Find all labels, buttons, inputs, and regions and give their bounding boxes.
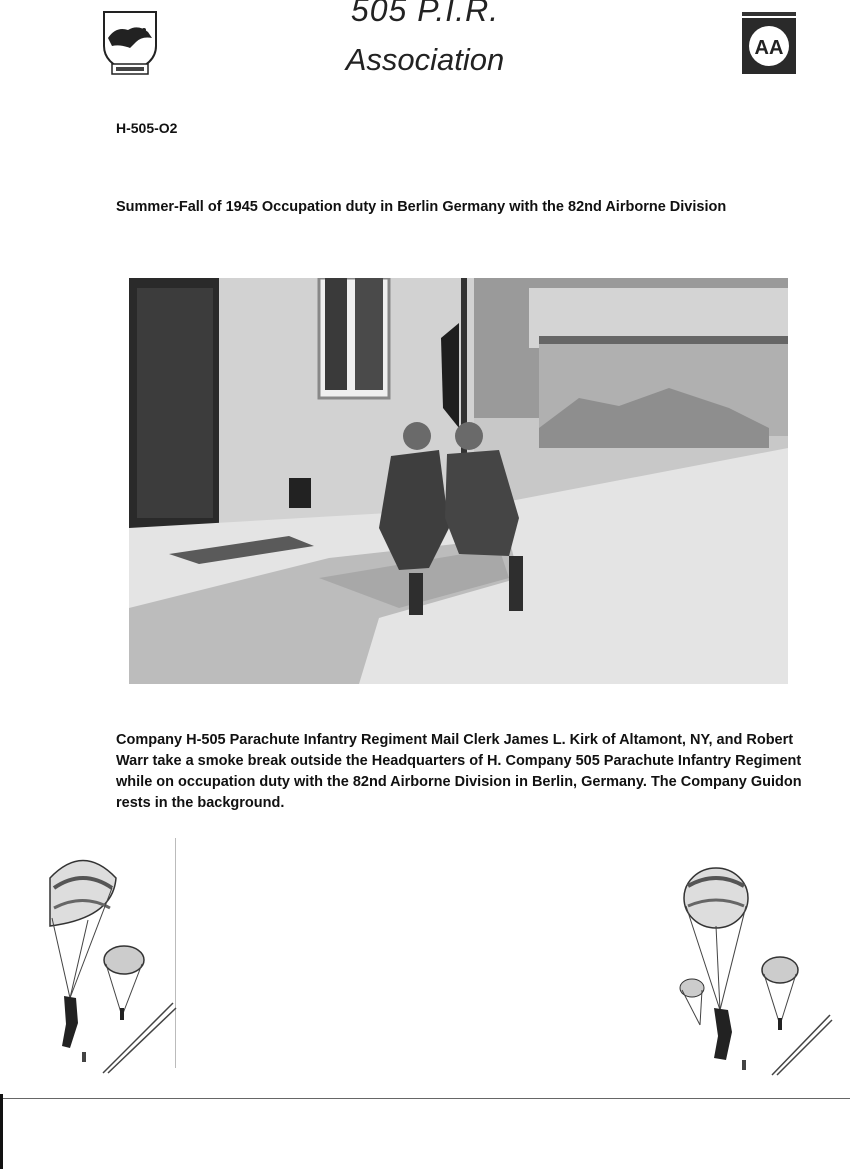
association-title-line1: 505 P.I.R. (350, 0, 500, 28)
regiment-crest-icon (100, 8, 160, 78)
association-title-line2: Association (345, 42, 505, 77)
photograph (129, 278, 788, 684)
paratroopers-descending-icon (676, 860, 836, 1080)
document-id: H-505-O2 (116, 120, 178, 136)
airborne-82nd-patch-icon (740, 10, 798, 76)
paratroopers-descending-icon (48, 848, 178, 1078)
photo-caption: Company H-505 Parachute Infantry Regiment Mail Clerk James L. Kirk of Altamont, NY, and Robert Warr take a smoke break outside the Headquarters of H. Company 505 Parachute Infantry Regiment while on occupation duty with the 82nd Airborne Division in Berlin, Germany. The Company Guidon rests in the background. (116, 732, 802, 811)
regiment-crest-logo (100, 8, 160, 78)
patch-letters: AA (754, 37, 784, 59)
airborne-82nd-logo (740, 10, 798, 76)
photograph-two-soldiers-on-steps (129, 278, 788, 684)
page-heading: Summer-Fall of 1945 Occupation duty in Berlin Germany with the 82nd Airborne Division (116, 199, 727, 215)
scan-bottom-line (0, 1098, 850, 1099)
left-paratrooper-illustration (48, 848, 178, 1078)
right-paratrooper-illustration (676, 860, 836, 1080)
scan-left-edge (0, 1094, 3, 1169)
